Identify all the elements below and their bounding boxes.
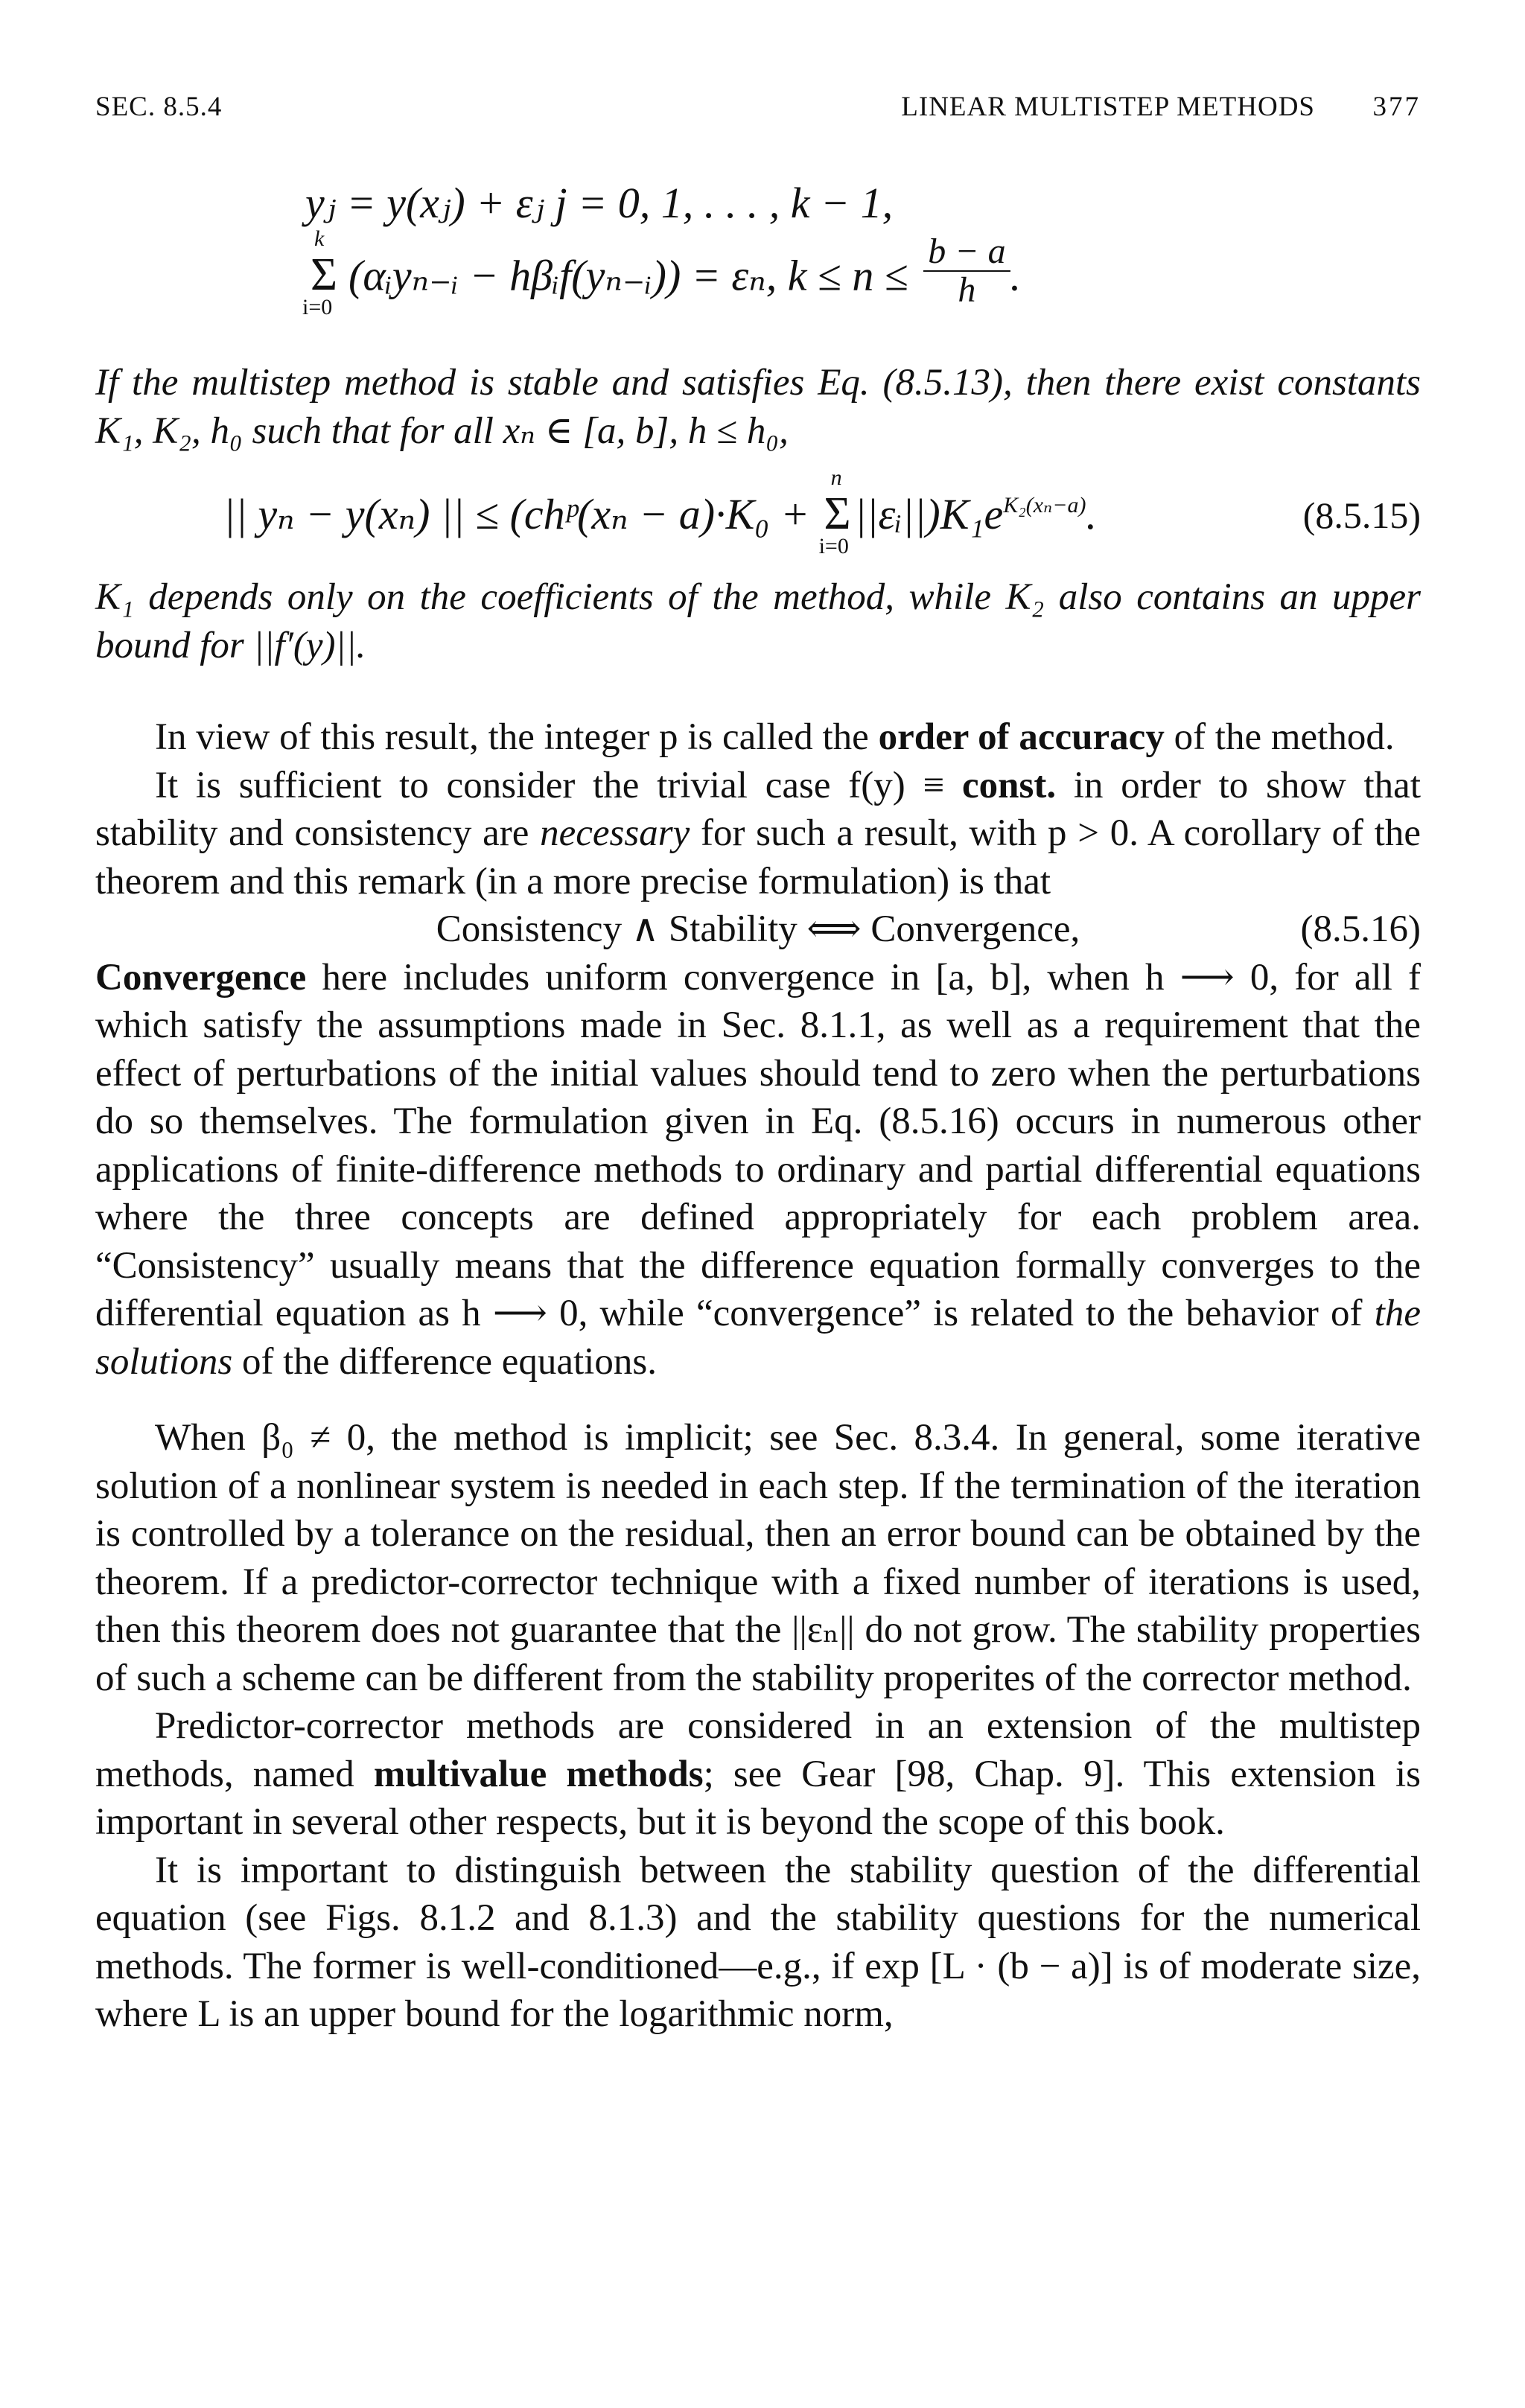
- paragraph-consistency: It is sufficient to consider the trivial case f(y) ≡ const. in order to show that stability and consistency are necessary for such a result, with p > 0. A corollary of the theorem and this remark (in a more precise formulation) is that: [95, 764, 1421, 902]
- chapter-title: LINEAR MULTISTEP METHODS: [901, 92, 1315, 122]
- residual-equation: k Σ i=0 (αᵢyₙ₋ᵢ − hβᵢf(yₙ₋ᵢ)) = εₙ, k ≤ n ≤ $\frac{b - a}{h}$ .: [302, 226, 1022, 320]
- convergence-equation: Consistency ∧ Stability ⟺ Convergence, (8.5.16): [95, 905, 1421, 954]
- error-bound-equation: || yₙ − y(xₙ) || ≤ (chᵖ(xₙ − a)·K₀ + n Σ i=0 $||\varepsilon ᵢ||)K_1e^{K_2(x_n-a)}$.: [223, 465, 1097, 558]
- running-header: [95, 91, 1421, 128]
- main-text: [95, 713, 1421, 2039]
- paragraph-predictor-corrector: Predictor-corrector methods are considered in an extension of the multistep methods, named multivalue methods; see Gear [98, Chap. 9]. This extension is important in several other respects, but it is beyond the scope of this book.: [95, 1705, 1421, 1843]
- paragraph-implicit: When β₀ ≠ 0, the method is implicit; see Sec. 8.3.4. In general, some iterative solution of a nonlinear system is needed in each step. If the termination of the iteration is controlled by a tolerance on the residual, then an error bound can be obtained by the theorem. If a predictor-corrector technique with a fixed number of iterations is used, then this theorem does not guarantee that the ||εₙ|| do not grow. The stability properties of such a scheme can be different from the stability properites of the corrector method.: [95, 1417, 1421, 1699]
- equation-number: (8.5.15): [1302, 494, 1421, 536]
- theorem-note: K₁ depends only on the coefficients of the method, while K₂ also contains an upper bound for ||f′(y)||.: [95, 576, 1421, 666]
- paragraph-order-of-accuracy: In view of this result, the integer p is called the order of accuracy of the method.: [155, 716, 1395, 758]
- fraction: $\frac{b - a}{h}$: [923, 233, 1010, 309]
- paragraph-stability: It is important to distinguish between the stability question of the differential equation (see Figs. 8.1.2 and 8.1.3) and the stability questions for the numerical methods. The former is well-conditioned—e.g., if exp [L · (b − a)] is of moderate size, where L is an upper bound for the logarithmic norm,: [95, 1849, 1421, 2035]
- paragraph-convergence: Convergence here includes uniform convergence in [a, b], when h ⟶ 0, for all f which satisfy the assumptions made in Sec. 8.1.1, as well as a requirement that the effect of perturbations of the initial values should tend to zero when the perturbations do so themselves. The formulation given in Eq. (8.5.16) occurs in numerous other applications of finite-difference methods to ordinary and partial differential equations where the three concepts are defined appropriately for each problem area. “Consistency” usually means that the difference equation formally converges to the differential equation as h ⟶ 0, while “convergence” is related to the behavior of the solutions of the difference equations.: [95, 956, 1421, 1383]
- summation: n Σ i=0: [818, 465, 851, 558]
- section-label: SEC. 8.5.4: [95, 92, 223, 122]
- equation-number: (8.5.16): [1300, 908, 1421, 950]
- initial-condition-equation: yⱼ = y(xⱼ) + εⱼ j = 0, 1, . . . , k − 1,: [305, 179, 894, 227]
- page-number: 377: [1372, 92, 1421, 122]
- theorem-statement: If the multistep method is stable and satisfies Eq. (8.5.13), then there exist constants K₁, K₂, h₀ such that for all xₙ ∈ [a, b], h ≤ h₀,: [95, 362, 1421, 452]
- summation: k Σ i=0: [302, 226, 338, 320]
